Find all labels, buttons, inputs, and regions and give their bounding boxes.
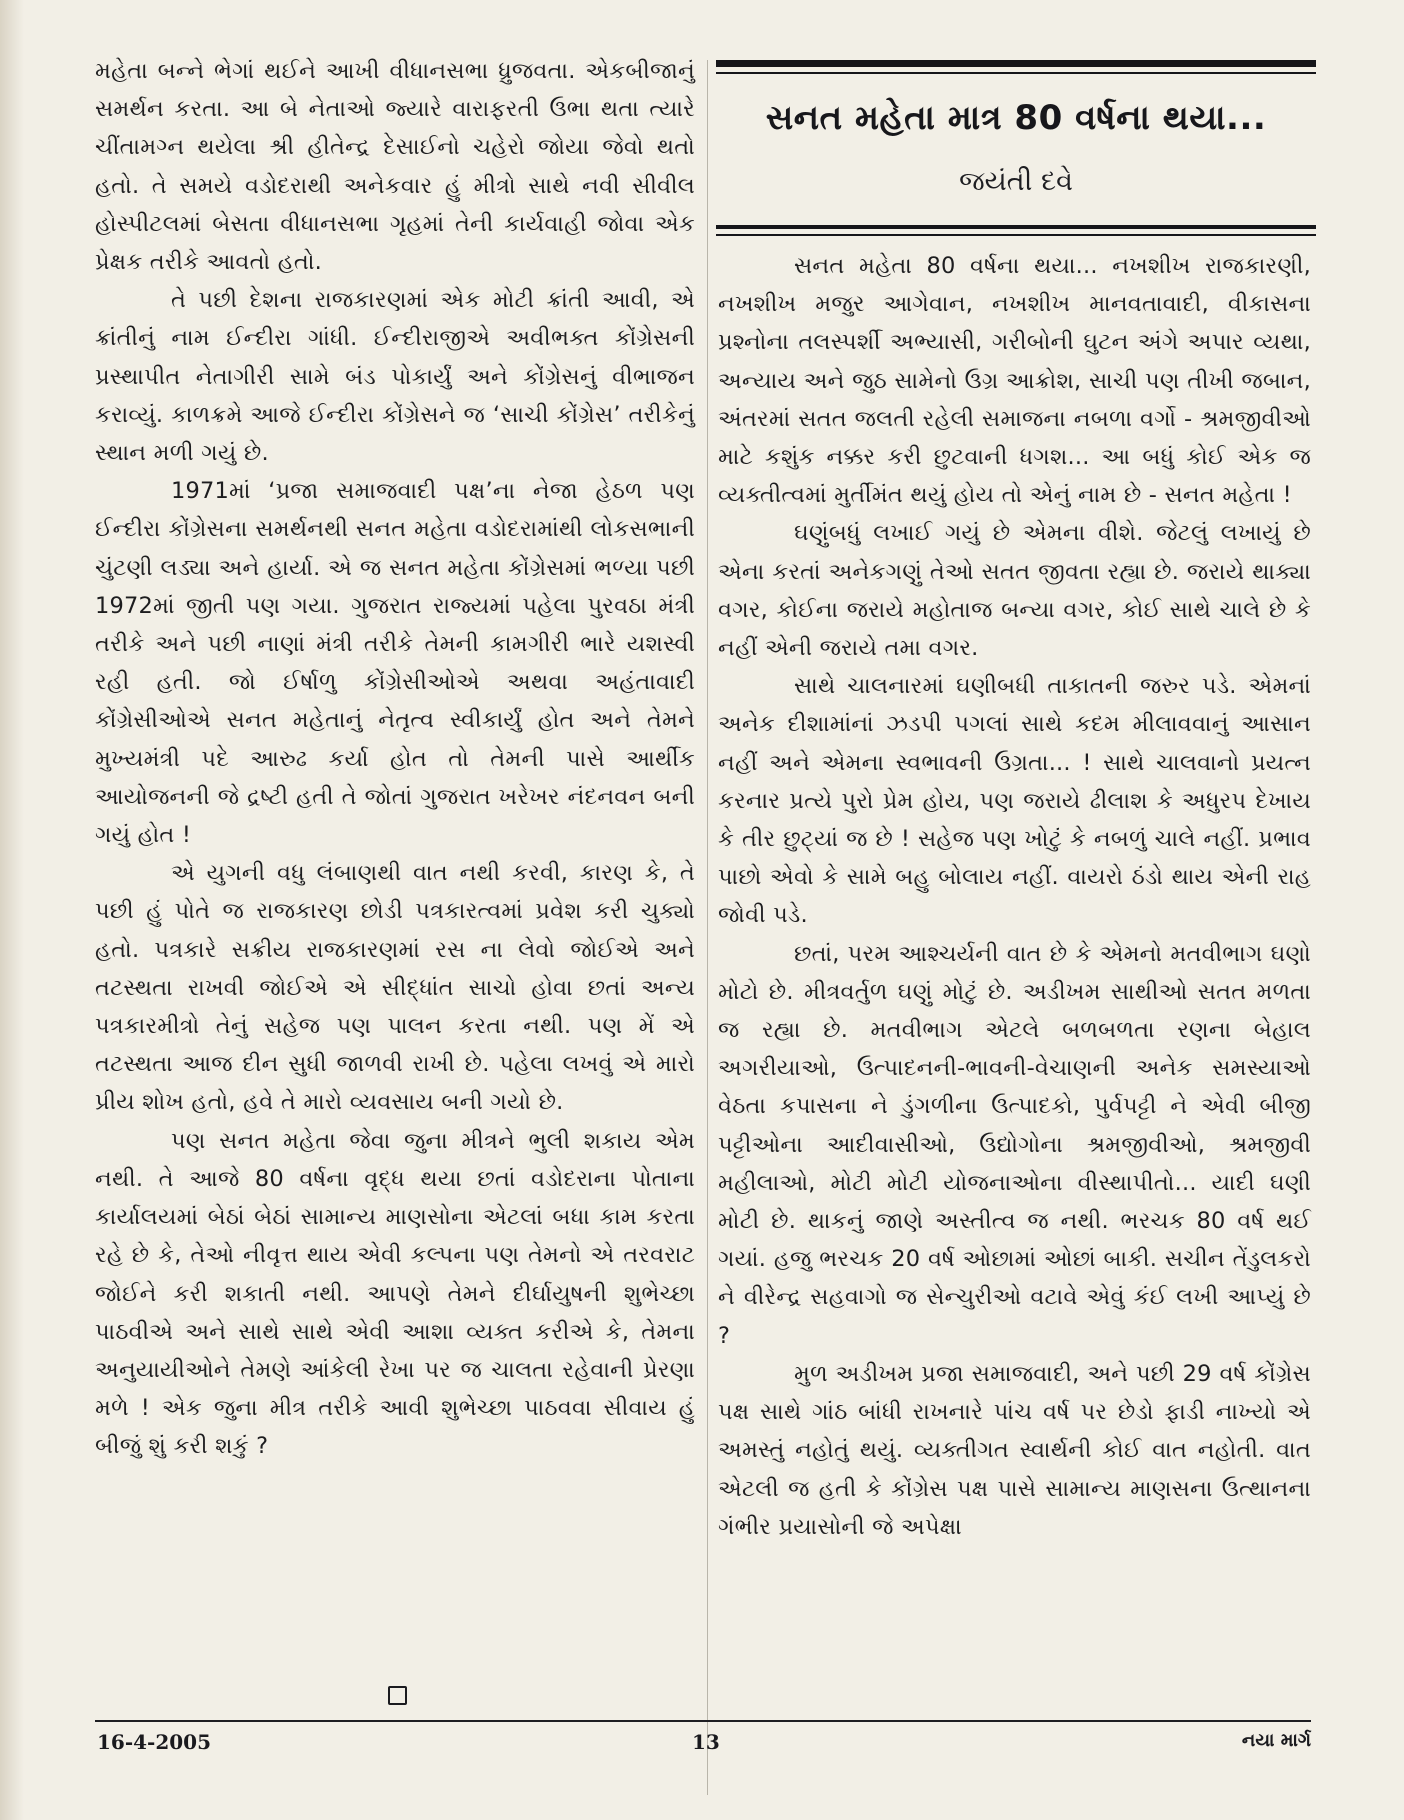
right-column	[718, 247, 1311, 1546]
column-divider	[707, 60, 708, 1795]
article-header	[716, 60, 1316, 238]
left-paragraph-3: 1971માં ‘પ્રજા સમાજવાદી પક્ષ’ના નેજા હેઠળ પણ ઈન્દીરા કોંગ્રેસના સમર્થનથી સનત મહેતા વડોદરામાંથી લોકસભાની ચુંટણી લડ્યા અને હાર્યા. એ જ સનત મહેતા કોંગ્રેસમાં ભળ્યા પછી 1972માં જીતી પણ ગયા. ગુજરાત રાજ્યમાં પહેલા પુરવઠા મંત્રી તરીકે અને પછી નાણાં મંત્રી તરીકે તેમની કામગીરી ભારે યશસ્વી રહી હતી. જો ઈર્ષાળુ કોંગ્રેસીઓએ અથવા અહંતાવાદી કોંગ્રેસીઓએ સનત મહેતાનું નેતૃત્વ સ્વીકાર્યું હોત અને તેમને મુખ્યમંત્રી પદે આરુઢ કર્યા હોત તો તેમની પાસે આર્થીક આયોજનની જે દ્રષ્ટી હતી તે જોતાં ગુજરાત ખરેખર નંદનવન બની ગયું હોત !	[95, 478, 695, 849]
article-author: જયંતી દવે	[959, 166, 1073, 197]
article-title: સનત મહેતા માત્ર 80 વર્ષના થયા...	[765, 98, 1267, 138]
footer-magazine-name: નયા માર્ગ	[1241, 1730, 1311, 1751]
header-rule-bottom	[716, 225, 1316, 229]
right-paragraph-5: મુળ અડીખમ પ્રજા સમાજવાદી, અને પછી 29 વર્ષ કોંગ્રેસ પક્ષ સાથે ગાંઠ બાંધી રાખનારે પાંચ વર્ષ પર છેડો ફાડી નાખ્યો એ અમસ્તું નહોતું થયું. વ્યક્તીગત સ્વાર્થની કોઈ વાત નહોતી. વાત એટલી જ હતી કે કોંગ્રેસ પક્ષ પાસે સામાન્ય માણસના ઉત્થાનના ગંભીર પ્રયાસોની જે અપેક્ષા	[718, 1360, 1311, 1540]
left-paragraph-5: પણ સનત મહેતા જેવા જુના મીત્રને ભુલી શકાય એમ નથી. તે આજે 80 વર્ષના વૃદ્ધ થયા છતાં વડોદરાના પોતાના કાર્યાલયમાં બેઠાં બેઠાં સામાન્ય માણસોના એટલાં બધા કામ કરતા રહે છે કે, તેઓ નીવૃત્ત થાય એવી કલ્પના પણ તેમનો એ તરવરાટ જોઈને કરી શકાતી નથી. આપણે તેમને દીર્ઘાયુષની શુભેચ્છા પાઠવીએ અને સાથે સાથે એવી આશા વ્યક્ત કરીએ કે, તેમના અનુયાયીઓને તેમણે આંકેલી રેખા પર જ ચાલતા રહેવાની પ્રેરણા મળે ! એક જુના મીત્ર તરીકે આવી શુભેચ્છા પાઠવવા સીવાય હું બીજું શું કરી શકું ?	[95, 1127, 695, 1460]
footer-date: 16-4-2005	[97, 1730, 212, 1754]
left-column	[95, 52, 695, 1466]
left-paragraph-1: મહેતા બન્ને ભેગાં થઈને આખી વીધાનસભા ધ્રુજવતા. એકબીજાનું સમર્થન કરતા. આ બે નેતાઓ જ્યારે વારાફરતી ઉભા થતા ત્યારે ચીંતામગ્ન થયેલા શ્રી હીતેન્દ્ર દેસાઈનો ચહેરો જોયા જેવો થતો હતો. તે સમયે વડોદરાથી અનેકવાર હું મીત્રો સાથે નવી સીવીલ હોસ્પીટલમાં બેસતા વીધાનસભા ગૃહમાં તેની કાર્યવાહી જોવા એક પ્રેક્ષક તરીકે આવતો હતો.	[95, 58, 695, 276]
right-paragraph-1: સનત મહેતા 80 વર્ષના થયા... નખશીખ રાજકારણી, નખશીખ મજુર આગેવાન, નખશીખ માનવતાવાદી, વીકાસના પ્રશ્નોના તલસ્પર્શી અભ્યાસી, ગરીબોની ઘુટન અંગે અપાર વ્યથા, અન્યાય અને જુઠ સામેનો ઉગ્ર આક્રોશ, સાચી પણ તીખી જબાન, અંતરમાં સતત જલતી રહેલી સમાજના નબળા વર્ગો - શ્રમજીવીઓ માટે કશુંક નક્કર કરી છુટવાની ધગશ... આ બધું કોઈ એક જ વ્યક્તીત્વમાં મુર્તીમંત થયું હોય તો એનું નામ છે - સનત મહેતા !	[718, 253, 1311, 509]
footer-page-number: 13	[692, 1730, 720, 1754]
footer-rule	[95, 1720, 1311, 1722]
right-paragraph-4: છતાં, પરમ આશ્ચર્યની વાત છે કે એમનો મતવીભાગ ઘણો મોટો છે. મીત્રવર્તુળ ઘણું મોટું છે. અડીખમ સાથીઓ સતત મળતા જ રહ્યા છે. મતવીભાગ એટલે બળબળતા રણના બેહાલ અગરીયાઓ, ઉત્પાદનની-ભાવની-વેચાણની અનેક સમસ્યાઓ વેઠતા કપાસના ને ડુંગળીના ઉત્પાદકો, પુર્વપટ્ટી ને એવી બીજી પટ્ટીઓના આદીવાસીઓ, ઉદ્યોગોના શ્રમજીવીઓ, શ્રમજીવી મહીલાઓ, મોટી મોટી યોજનાઓના વીસ્થાપીતો... યાદી ઘણી મોટી છે. થાકનું જાણે અસ્તીત્વ જ નથી. ભરચક 80 વર્ષ થઈ ગયાં. હજુ ભરચક 20 વર્ષ ઓછામાં ઓછાં બાકી. સચીન તેંડુલકરો ને વીરેન્દ્ર સહવાગો જ સેન્ચુરીઓ વટાવે એવું કંઈ લખી આપ્યું છે ?	[718, 940, 1311, 1349]
article-end-mark-icon	[388, 1686, 407, 1705]
header-rule-top	[716, 60, 1316, 67]
header-rule-bottom-thin	[716, 234, 1316, 236]
right-paragraph-2: ઘણુંબધું લખાઈ ગયું છે એમના વીશે. જેટલું લખાયું છે એના કરતાં અનેકગણું તેઓ સતત જીવતા રહ્યા છે. જરાયે થાક્યા વગર, કોઈના જરાયે મહોતાજ બન્યા વગર, કોઈ સાથે ચાલે છે કે નહીં એની જરાયે તમા વગર.	[718, 520, 1311, 662]
left-paragraph-4: એ યુગની વધુ લંબાણથી વાત નથી કરવી, કારણ કે, તે પછી હું પોતે જ રાજકારણ છોડી પત્રકારત્વમાં પ્રવેશ કરી ચુક્યો હતો. પત્રકારે સક્રીય રાજકારણમાં રસ ના લેવો જોઈએ અને તટસ્થતા રાખવી જોઈએ એ સીદ્ધાંત સાચો હોવા છતાં અન્ય પત્રકારમીત્રો તેનું સહેજ પણ પાલન કરતા નથી. પણ મેં એ તટસ્થતા આજ દીન સુધી જાળવી રાખી છે. પહેલા લખવું એ મારો પ્રીય શોખ હતો, હવે તે મારો વ્યવસાય બની ગયો છે.	[95, 860, 695, 1116]
page-edge-shadow	[0, 0, 24, 1820]
left-paragraph-2: તે પછી દેશના રાજકારણમાં એક મોટી ક્રાંતી આવી, એ ક્રાંતીનું નામ ઈન્દીરા ગાંધી. ઈન્દીરાજીએ અવીભક્ત કોંગ્રેસની પ્રસ્થાપીત નેતાગીરી સામે બંડ પોકાર્યું અને કોંગ્રેસનું વીભાજન કરાવ્યું. કાળક્રમે આજે ઈન્દીરા કોંગ્રેસને જ ‘સાચી કોંગ્રેસ’ તરીકેનું સ્થાન મળી ગયું છે.	[95, 287, 695, 467]
right-paragraph-3: સાથે ચાલનારમાં ઘણીબધી તાકાતની જરુર પડે. એમનાં અનેક દીશામાંનાં ઝડપી પગલાં સાથે કદમ મીલાવવાનું આસાન નહીં અને એમના સ્વભાવની ઉગ્રતા... ! સાથે ચાલવાનો પ્રયત્ન કરનાર પ્રત્યે પુરો પ્રેમ હોય, પણ જરાયે ઢીલાશ કે અધુરપ દેખાય કે તીર છુટ્યાં જ છે ! સહેજ પણ ખોટું કે નબળું ચાલે નહીં. પ્રભાવ પાછો એવો કે સામે બહુ બોલાય નહીં. વાયરો ઠંડો થાય એની રાહ જોવી પડે.	[718, 673, 1311, 929]
header-rule-top-thin	[716, 72, 1316, 74]
